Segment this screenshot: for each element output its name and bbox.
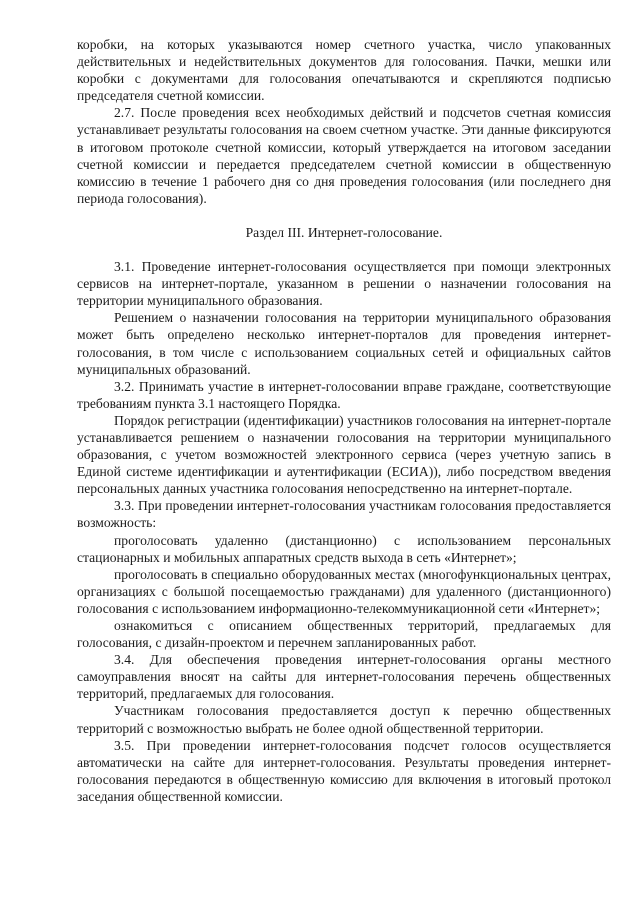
paragraph-3-5: 3.5. При проведении интернет-голосования подсчет голосов осуществляется автоматически на сайте для интернет-голосования. Результаты проведения интернет-голосования передаются в общественную комиссию для включения в итоговый протокол заседания общественной комиссии. <box>77 737 611 804</box>
paragraph-3-4: 3.4. Для обеспечения проведения интернет-голосования органы местного самоуправления вносят на сайты для интернет-голосования перечень общественных территорий, предлагаемых для голосования. <box>77 652 611 702</box>
paragraph-3-1-decision: Решением о назначении голосования на территории муниципального образования может быть определено несколько интернет-порталов для проведения интернет-голосования, в том числе с использованием социальных сетей и официальных сайтов муниципальных образований. <box>77 310 611 377</box>
paragraph-continuation: коробки, на которых указываются номер счетного участка, число упакованных действительных и недействительных документов для голосования. Пачки, мешки или коробки с документами для голосования опечатываются и скрепляются подписью председателя счетной комиссии. <box>77 37 611 104</box>
paragraph-3-2: 3.2. Принимать участие в интернет-голосовании вправе граждане, соответствующие требованиям пункта 3.1 настоящего Порядка. <box>77 378 611 411</box>
paragraph-3-3-remote-vote: проголосовать удаленно (дистанционно) с использованием персональных стационарных и мобильных аппаратных средств выхода в сеть «Интернет»; <box>77 532 611 565</box>
paragraph-3-4-access: Участникам голосования предоставляется доступ к перечню общественных территорий с возможностью выбрать не более одной общественной территории. <box>77 703 611 736</box>
paragraph-3-3-design-review: ознакомиться с описанием общественных территорий, предлагаемых для голосования, с дизайн-проектом и перечнем запланированных работ. <box>77 618 611 651</box>
paragraph-3-2-registration: Порядок регистрации (идентификации) участников голосования на интернет-портале устанавливается решением о назначении голосования на территории муниципального образования, с учетом возможностей электронного сервиса (через учетную запись в Единой системе идентификации и аутентификации (ЕСИА)), либо посредством введения персональных данных участника голосования непосредственно на интернет-портале. <box>77 412 611 497</box>
paragraph-3-1: 3.1. Проведение интернет-голосования осуществляется при помощи электронных сервисов на интернет-портале, указанном в решении о назначении голосования на территории муниципального образования. <box>77 259 611 309</box>
section-heading: Раздел III. Интернет-голосование. <box>245 224 443 240</box>
paragraph-3-3: 3.3. При проведении интернет-голосования участникам голосования предоставляется возможность: <box>77 498 611 531</box>
document-page <box>77 36 611 805</box>
paragraph-3-3-equipped-places: проголосовать в специально оборудованных местах (многофункциональных центрах, организациях с большой посещаемостью гражданами) для удаленного (дистанционного) голосования с использованием информационно-телекоммуникационной сети «Интернет»; <box>77 566 611 616</box>
paragraph-2-7: 2.7. После проведения всех необходимых действий и подсчетов счетная комиссия устанавливает результаты голосования на своем счетном участке. Эти данные фиксируются в итоговом протоколе счетной комиссии, который утверждается на итоговом заседании счетной комиссии и передается председателем счетной комиссии в общественную комиссию в течение 1 рабочего дня со дня проведения голосования (или последнего дня периода голосования). <box>77 105 611 206</box>
